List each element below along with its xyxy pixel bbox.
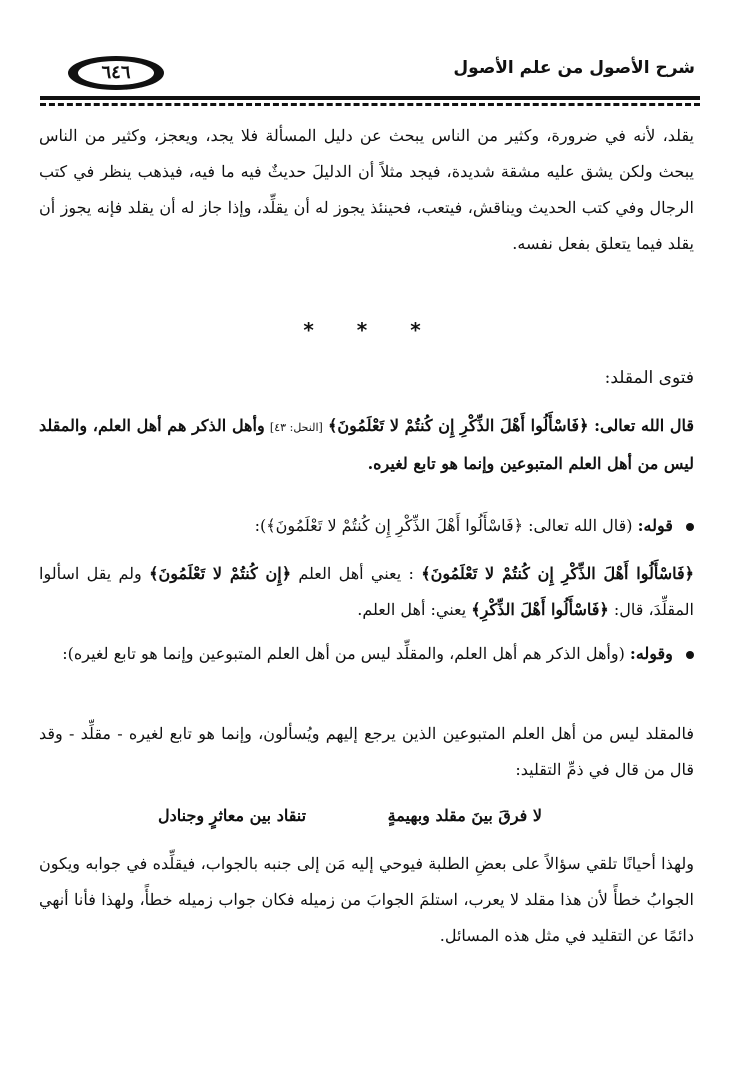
quran-verse: ﴿فَاسْأَلُوا أَهْلَ الذِّكْرِ﴾ (471, 600, 609, 619)
bullet-2-text: (وأهل الذكر هم أهل العلم، والمقلِّد ليس من أهل العلم المتبوعين وإنما هو تابع لغيره): (62, 644, 625, 663)
poem-hemistich-right: لا فرقَ بينَ مقلد وبهيمةٍ (387, 806, 542, 825)
verse-reference: [النحل: ٤٣] (269, 421, 323, 434)
paragraph-3-text-3: يعني: أهل العلم. (357, 600, 467, 619)
book-title: شرح الأصول من علم الأصول (453, 58, 695, 78)
header-rule-solid (40, 96, 700, 100)
section-separator: * * * (303, 318, 439, 342)
paragraph-5: ولهذا أحيانًا تلقي سؤالاً على بعضِ الطلبة فيوحي إليه مَن إلى جنبه بالجواب، فيقلِّده في جوابه ويكون الجوابُ خطأً لأن هذا مقلد لا يعرب، استلمَ الجوابَ من زميله فكان جواب زميله خطأً، ولهذا فأنا أنهي دائمًا عن التقليد في مثل هذه المسائل. (39, 854, 695, 945)
header-rule-dashed (40, 103, 700, 106)
bullet-dot (686, 523, 694, 531)
paragraph-3-text-1: : يعني أهل العلم (298, 564, 414, 583)
paragraph-1: يقلد، لأنه في ضرورة، وكثير من الناس يبحث عن دليل المسألة فلا يجد، ويعجز، وكثير من الناس يبحث ولكن يشق عليه مشقة شديدة، فيجد مثلاً أن الدليلَ حديثٌ فيه ما فيه، فيذهب ينظر في كتب الرجال وفي كتب الحديث ويناقش، فيتعب، فحينئذ يجوز له أن يقلِّد، وإذا جاز له أن يقلد فإنه يجوز أن يقلد فيما يتعلق بفعل نفسه. (39, 126, 694, 253)
poem-hemistich-left: تنقاد بين معاثرٍ وجنادل (158, 806, 307, 825)
paragraph-4: فالمقلد ليس من أهل العلم المتبوعين الذين يرجع إليهم ويُسألون، وإنما هو تابع لغيره - مقلِّد - وقد قال من قال في ذمِّ التقليد: (39, 724, 694, 779)
paragraph-2 (39, 408, 694, 482)
paragraph-3 (39, 556, 694, 628)
bullet-1 (39, 508, 694, 544)
bullet-2-label: وقوله: (629, 644, 673, 663)
page-number-badge (68, 56, 164, 90)
quran-verse: قال الله تعالى: ﴿فَاسْأَلُوا أَهْلَ الذِّكْرِ إِن كُنتُمْ لا تَعْلَمُونَ﴾ (328, 416, 695, 435)
paragraph-3-text-2: ولم يقل اسألوا المقلِّدَ، قال: (39, 564, 694, 619)
bullet-1-label: قوله: (637, 516, 673, 535)
bullet-1-text: (قال الله تعالى: ﴿فَاسْأَلُوا أَهْلَ الذِّكْرِ إِن كُنتُمْ لا تَعْلَمُونَ﴾): (254, 516, 633, 535)
quran-verse: ﴿فَاسْأَلُوا أَهْلَ الذِّكْرِ إِن كُنتُمْ لا تَعْلَمُونَ﴾ (421, 564, 695, 583)
page-number: ٦٤٦ (78, 61, 154, 85)
quran-verse: ﴿إِن كُنتُمْ لا تَعْلَمُونَ﴾ (149, 564, 292, 583)
page-header (40, 52, 695, 100)
bullet-2 (39, 636, 694, 672)
paragraph-2-rest: وأهل الذكر هم أهل العلم، والمقلد ليس من أهل العلم المتبوعين وإنما هو تابع لغيره. (39, 416, 694, 473)
bullet-dot (686, 651, 694, 659)
section-heading: فتوى المقلد: (604, 368, 694, 388)
